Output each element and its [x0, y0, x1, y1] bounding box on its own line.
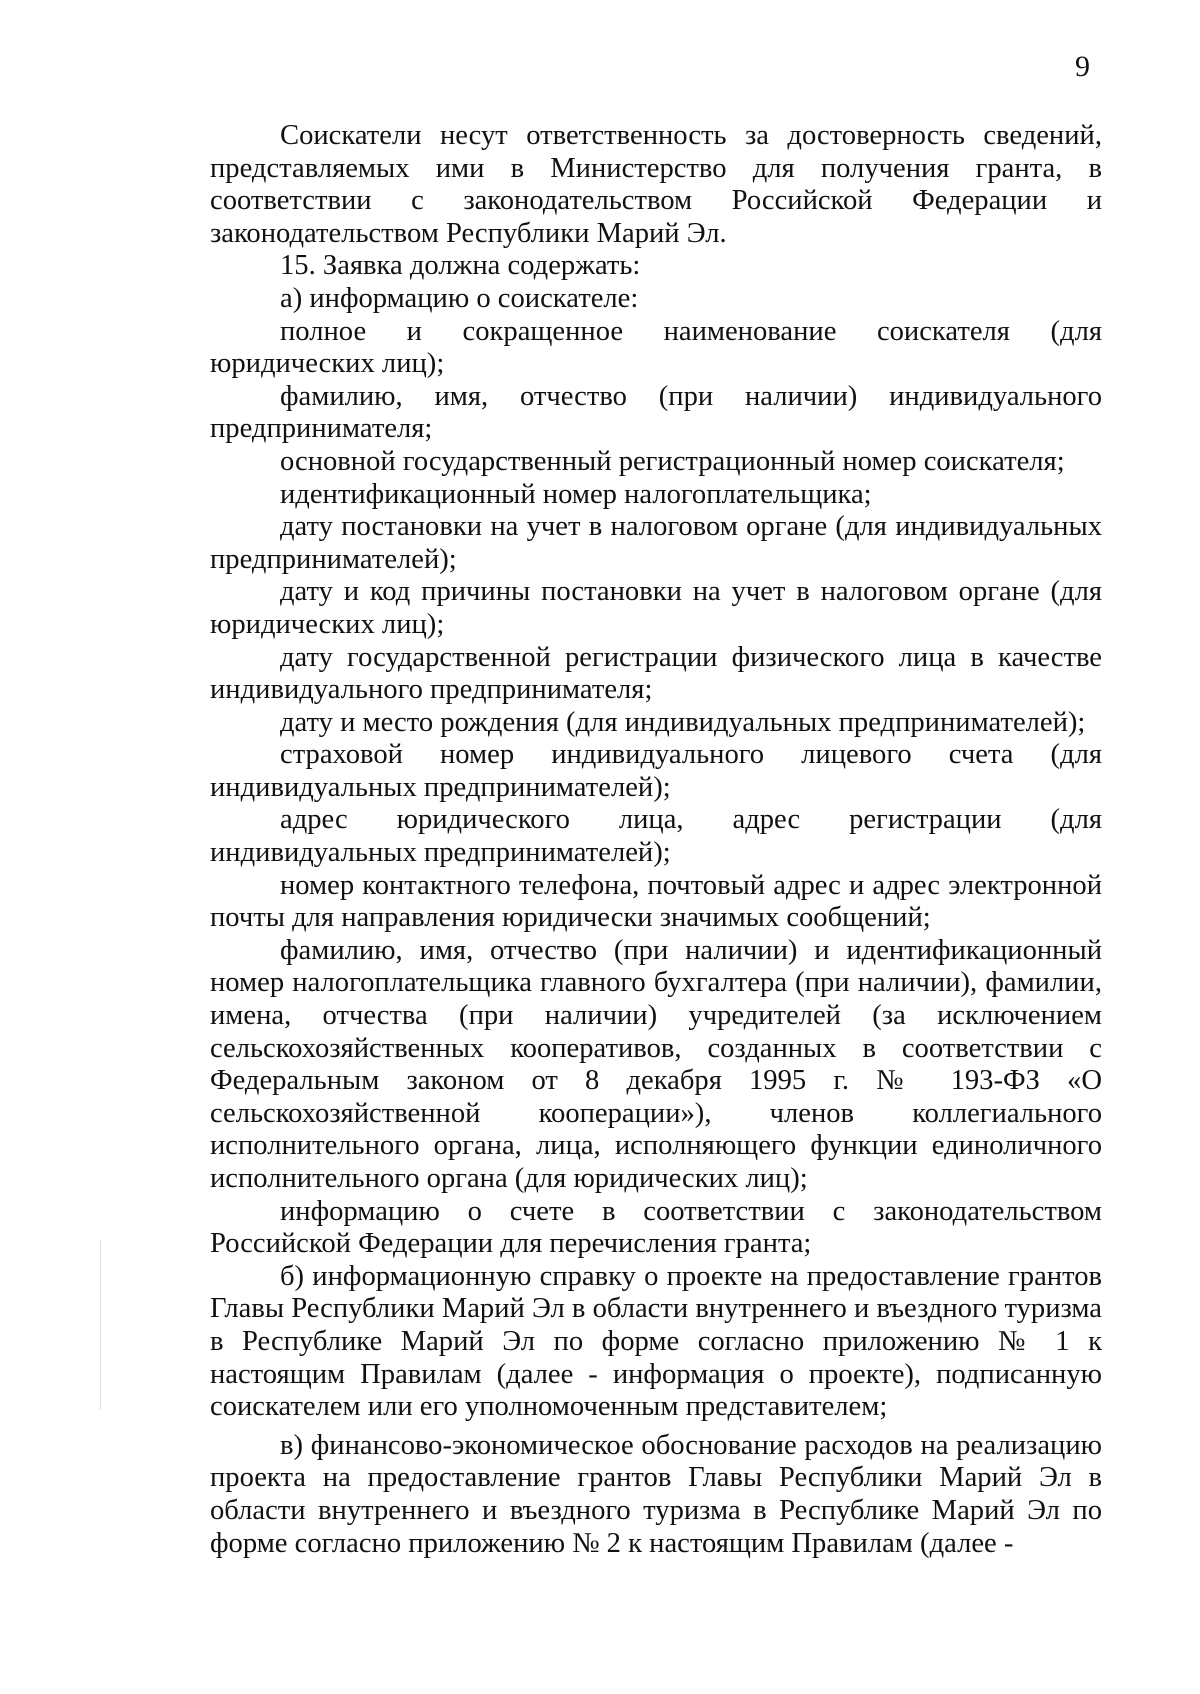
- document-body: [210, 120, 1102, 1560]
- paragraph: адрес юридического лица, адрес регистрации (для индивидуальных предпринимателей);: [210, 804, 1102, 869]
- paragraph: б) информационную справку о проекте на предоставление грантов Главы Республики Марий Эл в области внутреннего и въездного туризма в Республике Марий Эл по форме согласно приложению № 1 к настоящим Правилам (далее - информация о проекте), подписанную соискателем или его уполномоченным представителем;: [210, 1260, 1102, 1423]
- paragraph: дату и место рождения (для индивидуальных предпринимателей);: [280, 706, 1086, 738]
- paragraph: 15. Заявка должна содержать:: [280, 250, 641, 282]
- paragraph: страховой номер индивидуального лицевого счета (для индивидуальных предпринимателей);: [210, 739, 1102, 803]
- paragraph: фамилию, имя, отчество (при наличии) и идентификационный номер налогоплательщика главного бухгалтера (при наличии), фамилии, имена, отчества (при наличии) учредителей (за исключением сельскохозяйственных кооперативов, созданных в соответствии с Федеральным законом от 8 декабря 1995 г. № 193-ФЗ «О сельскохозяйственной кооперации»), членов коллегиального исполнительного органа, лица, исполняющего функции единоличного исполнительного органа (для юридических лиц);: [210, 934, 1102, 1194]
- paragraph: фамилию, имя, отчество (при наличии) индивидуального предпринимателя;: [210, 380, 1102, 445]
- paragraph: полное и сокращенное наименование соискателя (для юридических лиц);: [210, 315, 1102, 380]
- paragraph: а) информацию о соискателе:: [280, 282, 639, 314]
- paragraph: Соискатели несут ответственность за достоверность сведений, представляемых ими в Министерство для получения гранта, в соответствии с законодательством Российской Федерации и законодательством Республики Марий Эл.: [210, 120, 1102, 249]
- paragraph: дату государственной регистрации физического лица в качестве индивидуального предпринимателя;: [210, 641, 1102, 706]
- paragraph: дату и код причины постановки на учет в налоговом органе (для юридических лиц);: [210, 576, 1102, 640]
- page-number: 9: [1075, 50, 1090, 83]
- paragraph: дату постановки на учет в налоговом органе (для индивидуальных предпринимателей);: [210, 511, 1102, 575]
- paragraph: в) финансово-экономическое обоснование расходов на реализацию проекта на предоставление грантов Главы Республики Марий Эл в области внутреннего и въездного туризма в Республике Марий Эл по форме согласно приложению № 2 к настоящим Правилам (далее -: [210, 1429, 1102, 1559]
- paragraph: информацию о счете в соответствии с законодательством Российской Федерации для перечисления гранта;: [210, 1195, 1102, 1260]
- scan-artifact-line: [100, 1240, 101, 1410]
- paragraph: идентификационный номер налогоплательщика;: [280, 478, 872, 510]
- paragraph: основной государственный регистрационный номер соискателя;: [280, 445, 1065, 477]
- paragraph: номер контактного телефона, почтовый адрес и адрес электронной почты для направления юридически значимых сообщений;: [210, 869, 1102, 934]
